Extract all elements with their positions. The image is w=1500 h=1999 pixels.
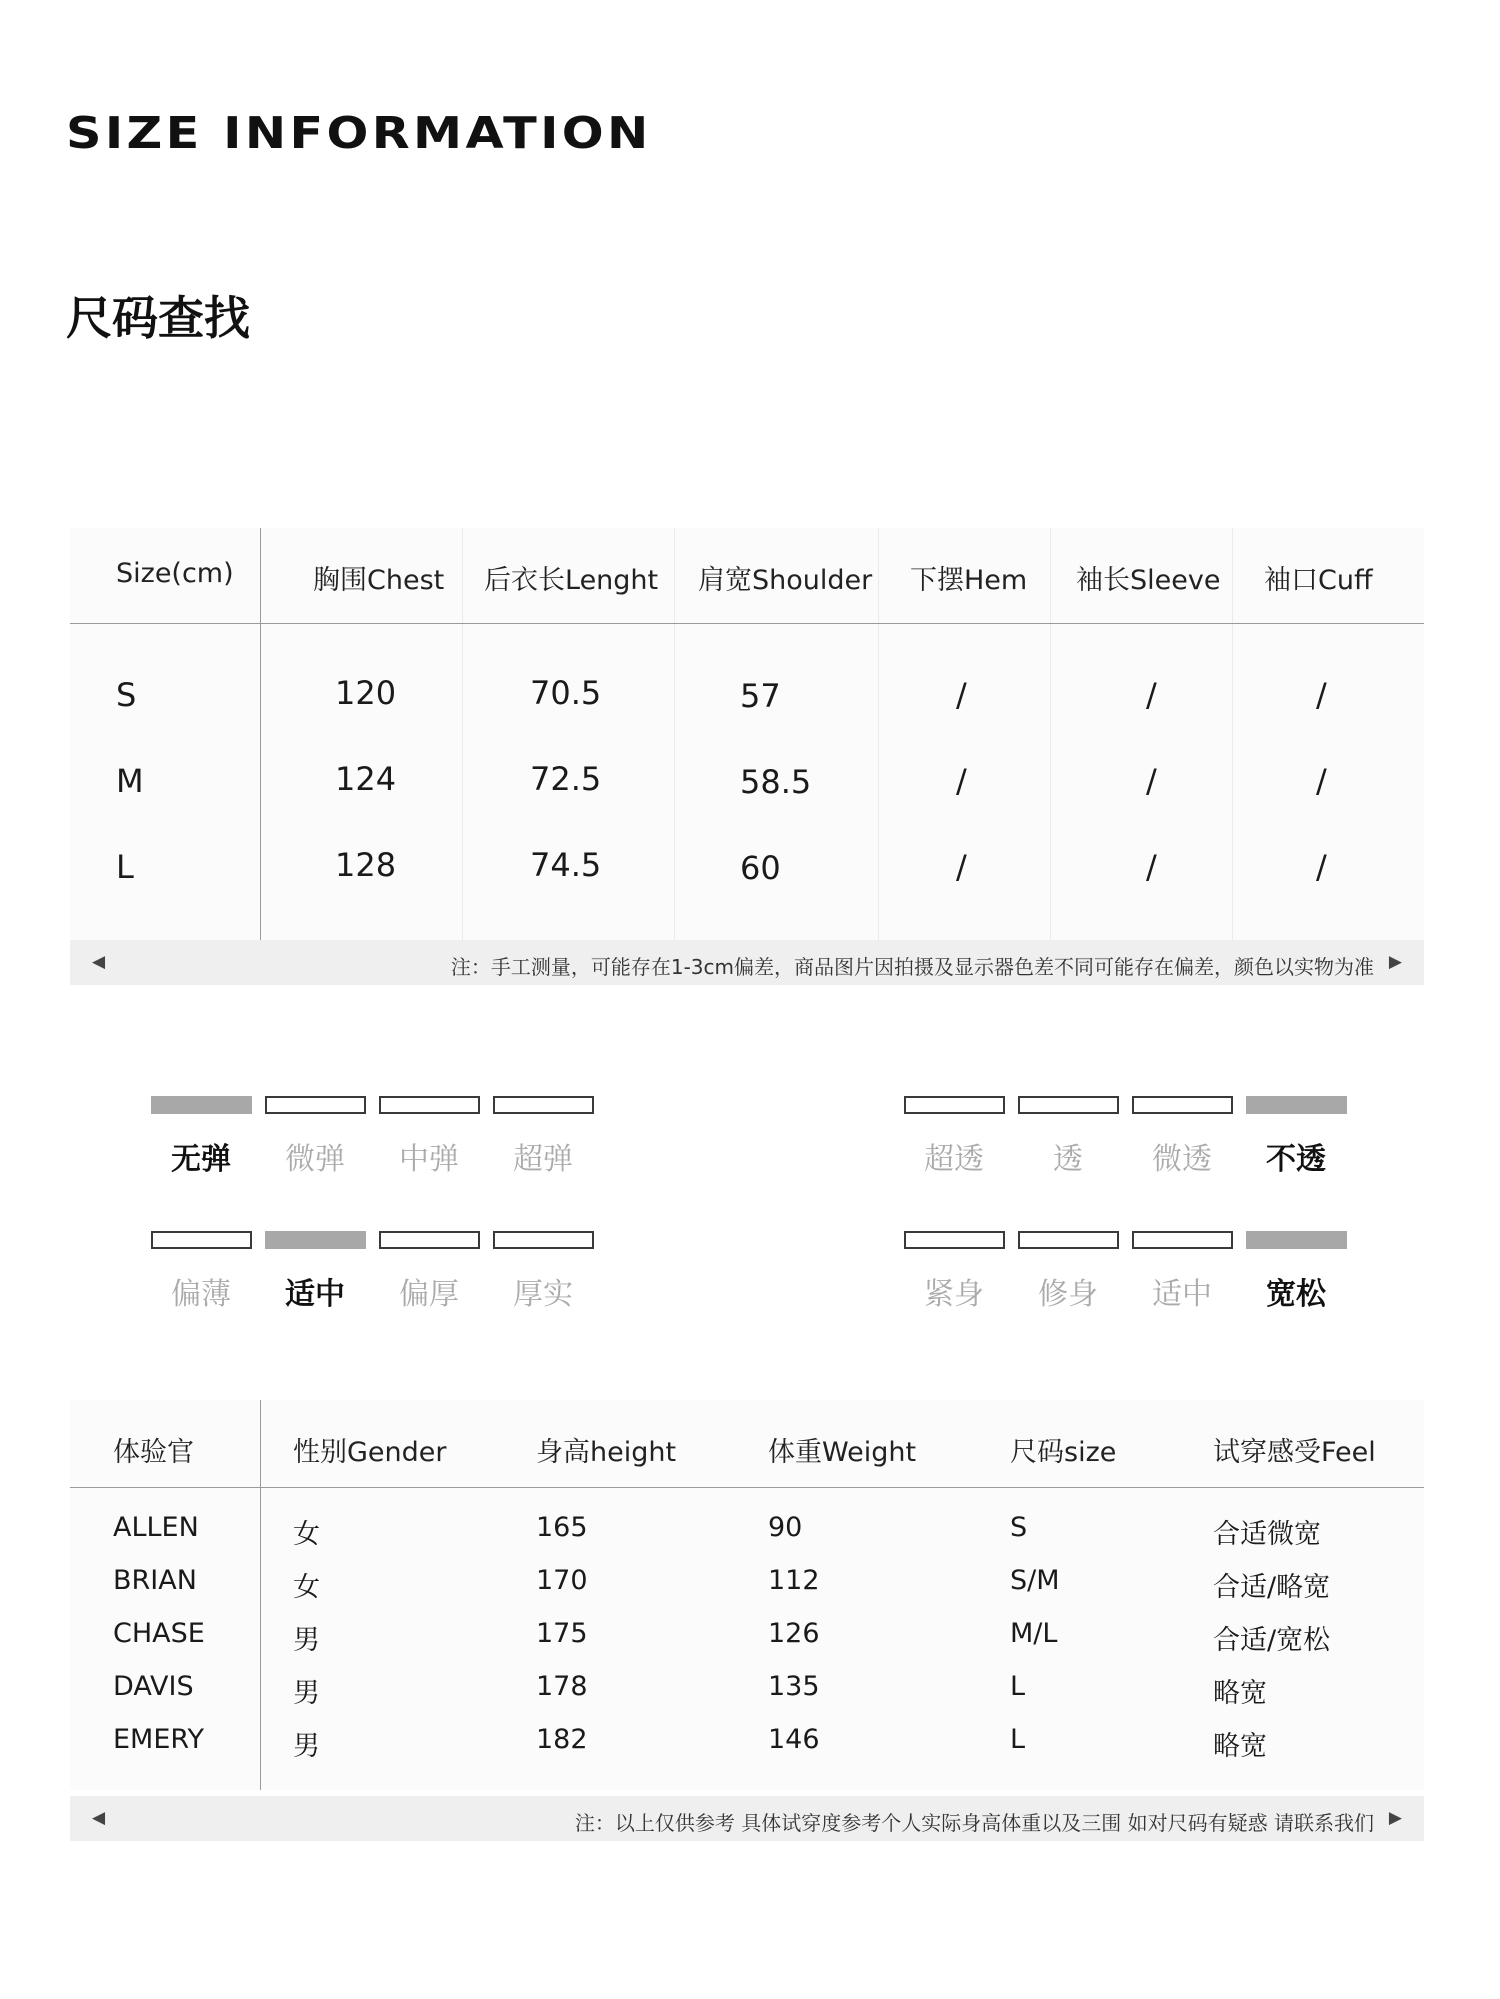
cuff-value: / xyxy=(1316,762,1327,800)
elasticity-label: 超弹 xyxy=(513,1142,573,1177)
tester-note-text: 注：以上仅供参考 具体试穿度参考个人实际身高体重以及三围 如对尺码有疑惑 请联系我们 xyxy=(574,1811,1374,1835)
fit-box xyxy=(1132,1231,1233,1249)
transparency-box xyxy=(904,1096,1005,1114)
fit-box xyxy=(1018,1231,1119,1249)
thickness-label: 适中 xyxy=(285,1277,345,1312)
tester-gender: 男 xyxy=(293,1731,320,1762)
transparency-label: 透 xyxy=(1053,1142,1083,1177)
fit-box xyxy=(904,1231,1005,1249)
header-divider xyxy=(70,1487,1424,1488)
tester-weight: 135 xyxy=(768,1671,820,1702)
tester-feel: 合适/略宽 xyxy=(1213,1572,1331,1603)
column-divider xyxy=(260,528,261,940)
size-note-bar xyxy=(70,940,1424,985)
tester-gender: 女 xyxy=(293,1572,320,1603)
tester-height: 175 xyxy=(536,1618,588,1649)
transparency-label: 超透 xyxy=(924,1142,984,1177)
scroll-right-icon[interactable]: ▶ xyxy=(1388,1808,1402,1827)
tester-gender: 女 xyxy=(293,1519,320,1550)
tester-size: S xyxy=(1010,1512,1028,1543)
tester-gender: 男 xyxy=(293,1625,320,1656)
size-label: L xyxy=(116,848,134,886)
tester-height: 182 xyxy=(536,1724,588,1755)
page-title-cn: 尺码查找 xyxy=(66,291,250,345)
tester-name: CHASE xyxy=(113,1618,205,1649)
thickness-label: 偏厚 xyxy=(399,1277,459,1312)
transparency-label: 不透 xyxy=(1266,1142,1326,1177)
column-header-weight: 体重Weight xyxy=(768,1437,917,1468)
fit-label: 宽松 xyxy=(1266,1277,1326,1312)
column-divider xyxy=(260,1400,261,1790)
shoulder-value: 57 xyxy=(740,677,781,715)
size-table xyxy=(70,528,1424,940)
column-header-sleeve: 袖长Sleeve xyxy=(1076,565,1221,596)
scroll-left-icon[interactable]: ◀ xyxy=(92,1808,106,1827)
hem-value: / xyxy=(956,676,967,714)
column-divider xyxy=(1050,528,1051,940)
sleeve-value: / xyxy=(1146,762,1157,800)
chest-value: 120 xyxy=(335,674,397,712)
hem-value: / xyxy=(956,848,967,886)
fit-box xyxy=(1246,1231,1347,1249)
tester-weight: 146 xyxy=(768,1724,820,1755)
column-header-cuff: 袖口Cuff xyxy=(1264,565,1373,596)
elasticity-box xyxy=(379,1096,480,1114)
elasticity-label: 无弹 xyxy=(171,1142,231,1177)
column-header-height: 身高height xyxy=(536,1437,677,1468)
transparency-box xyxy=(1132,1096,1233,1114)
thickness-box xyxy=(493,1231,594,1249)
tester-weight: 126 xyxy=(768,1618,820,1649)
tester-height: 170 xyxy=(536,1565,588,1596)
elasticity-box xyxy=(493,1096,594,1114)
elasticity-box xyxy=(151,1096,252,1114)
length-value: 74.5 xyxy=(530,846,602,884)
tester-feel: 合适/宽松 xyxy=(1213,1625,1331,1656)
column-header-chest: 胸围Chest xyxy=(313,565,445,596)
tester-name: DAVIS xyxy=(113,1671,194,1702)
column-header-tester: 体验官 xyxy=(113,1437,194,1468)
page-title-en: SIZE INFORMATION xyxy=(66,108,652,159)
scroll-left-icon[interactable]: ◀ xyxy=(92,952,106,971)
elasticity-box xyxy=(265,1096,366,1114)
column-divider xyxy=(462,528,463,940)
shoulder-value: 58.5 xyxy=(740,763,812,801)
tester-height: 165 xyxy=(536,1512,588,1543)
tester-name: BRIAN xyxy=(113,1565,197,1596)
thickness-label: 厚实 xyxy=(513,1277,573,1312)
tester-feel: 合适微宽 xyxy=(1213,1519,1321,1550)
cuff-value: / xyxy=(1316,676,1327,714)
shoulder-value: 60 xyxy=(740,849,781,887)
column-header-size: 尺码size xyxy=(1010,1437,1117,1468)
tester-gender: 男 xyxy=(293,1678,320,1709)
fit-label: 修身 xyxy=(1038,1277,1098,1312)
column-divider xyxy=(674,528,675,940)
tester-size: L xyxy=(1010,1671,1026,1702)
column-header-hem: 下摆Hem xyxy=(910,565,1028,596)
column-header-size: Size(cm) xyxy=(116,558,234,589)
header-divider xyxy=(70,623,1424,624)
sleeve-value: / xyxy=(1146,848,1157,886)
chest-value: 124 xyxy=(335,760,397,798)
cuff-value: / xyxy=(1316,848,1327,886)
tester-note-bar xyxy=(70,1796,1424,1841)
column-divider xyxy=(1232,528,1233,940)
fit-label: 紧身 xyxy=(924,1277,984,1312)
column-header-gender: 性别Gender xyxy=(293,1437,447,1468)
tester-height: 178 xyxy=(536,1671,588,1702)
hem-value: / xyxy=(956,762,967,800)
elasticity-label: 微弹 xyxy=(285,1142,345,1177)
column-header-shoulder: 肩宽Shoulder xyxy=(698,565,873,596)
thickness-label: 偏薄 xyxy=(171,1277,231,1312)
size-label: M xyxy=(116,762,144,800)
tester-size: S/M xyxy=(1010,1565,1060,1596)
tester-name: ALLEN xyxy=(113,1512,199,1543)
thickness-box xyxy=(379,1231,480,1249)
fit-label: 适中 xyxy=(1152,1277,1212,1312)
transparency-label: 微透 xyxy=(1152,1142,1212,1177)
column-divider xyxy=(878,528,879,940)
tester-weight: 90 xyxy=(768,1512,803,1543)
transparency-box xyxy=(1018,1096,1119,1114)
tester-feel: 略宽 xyxy=(1213,1731,1267,1762)
length-value: 72.5 xyxy=(530,760,602,798)
tester-name: EMERY xyxy=(113,1724,204,1755)
transparency-box xyxy=(1246,1096,1347,1114)
thickness-box xyxy=(265,1231,366,1249)
column-header-feel: 试穿感受Feel xyxy=(1213,1437,1376,1468)
tester-size: L xyxy=(1010,1724,1026,1755)
chest-value: 128 xyxy=(335,846,397,884)
size-note-text: 注：手工测量，可能存在1-3cm偏差，商品图片因拍摄及显示器色差不同可能存在偏差，颜色以实物为准 xyxy=(450,955,1374,979)
tester-table xyxy=(70,1400,1424,1790)
size-label: S xyxy=(116,676,137,714)
tester-feel: 略宽 xyxy=(1213,1678,1267,1709)
tester-weight: 112 xyxy=(768,1565,820,1596)
sleeve-value: / xyxy=(1146,676,1157,714)
tester-size: M/L xyxy=(1010,1618,1058,1649)
thickness-box xyxy=(151,1231,252,1249)
length-value: 70.5 xyxy=(530,674,602,712)
scroll-right-icon[interactable]: ▶ xyxy=(1388,952,1402,971)
elasticity-label: 中弹 xyxy=(399,1142,459,1177)
column-header-length: 后衣长Lenght xyxy=(484,565,659,596)
